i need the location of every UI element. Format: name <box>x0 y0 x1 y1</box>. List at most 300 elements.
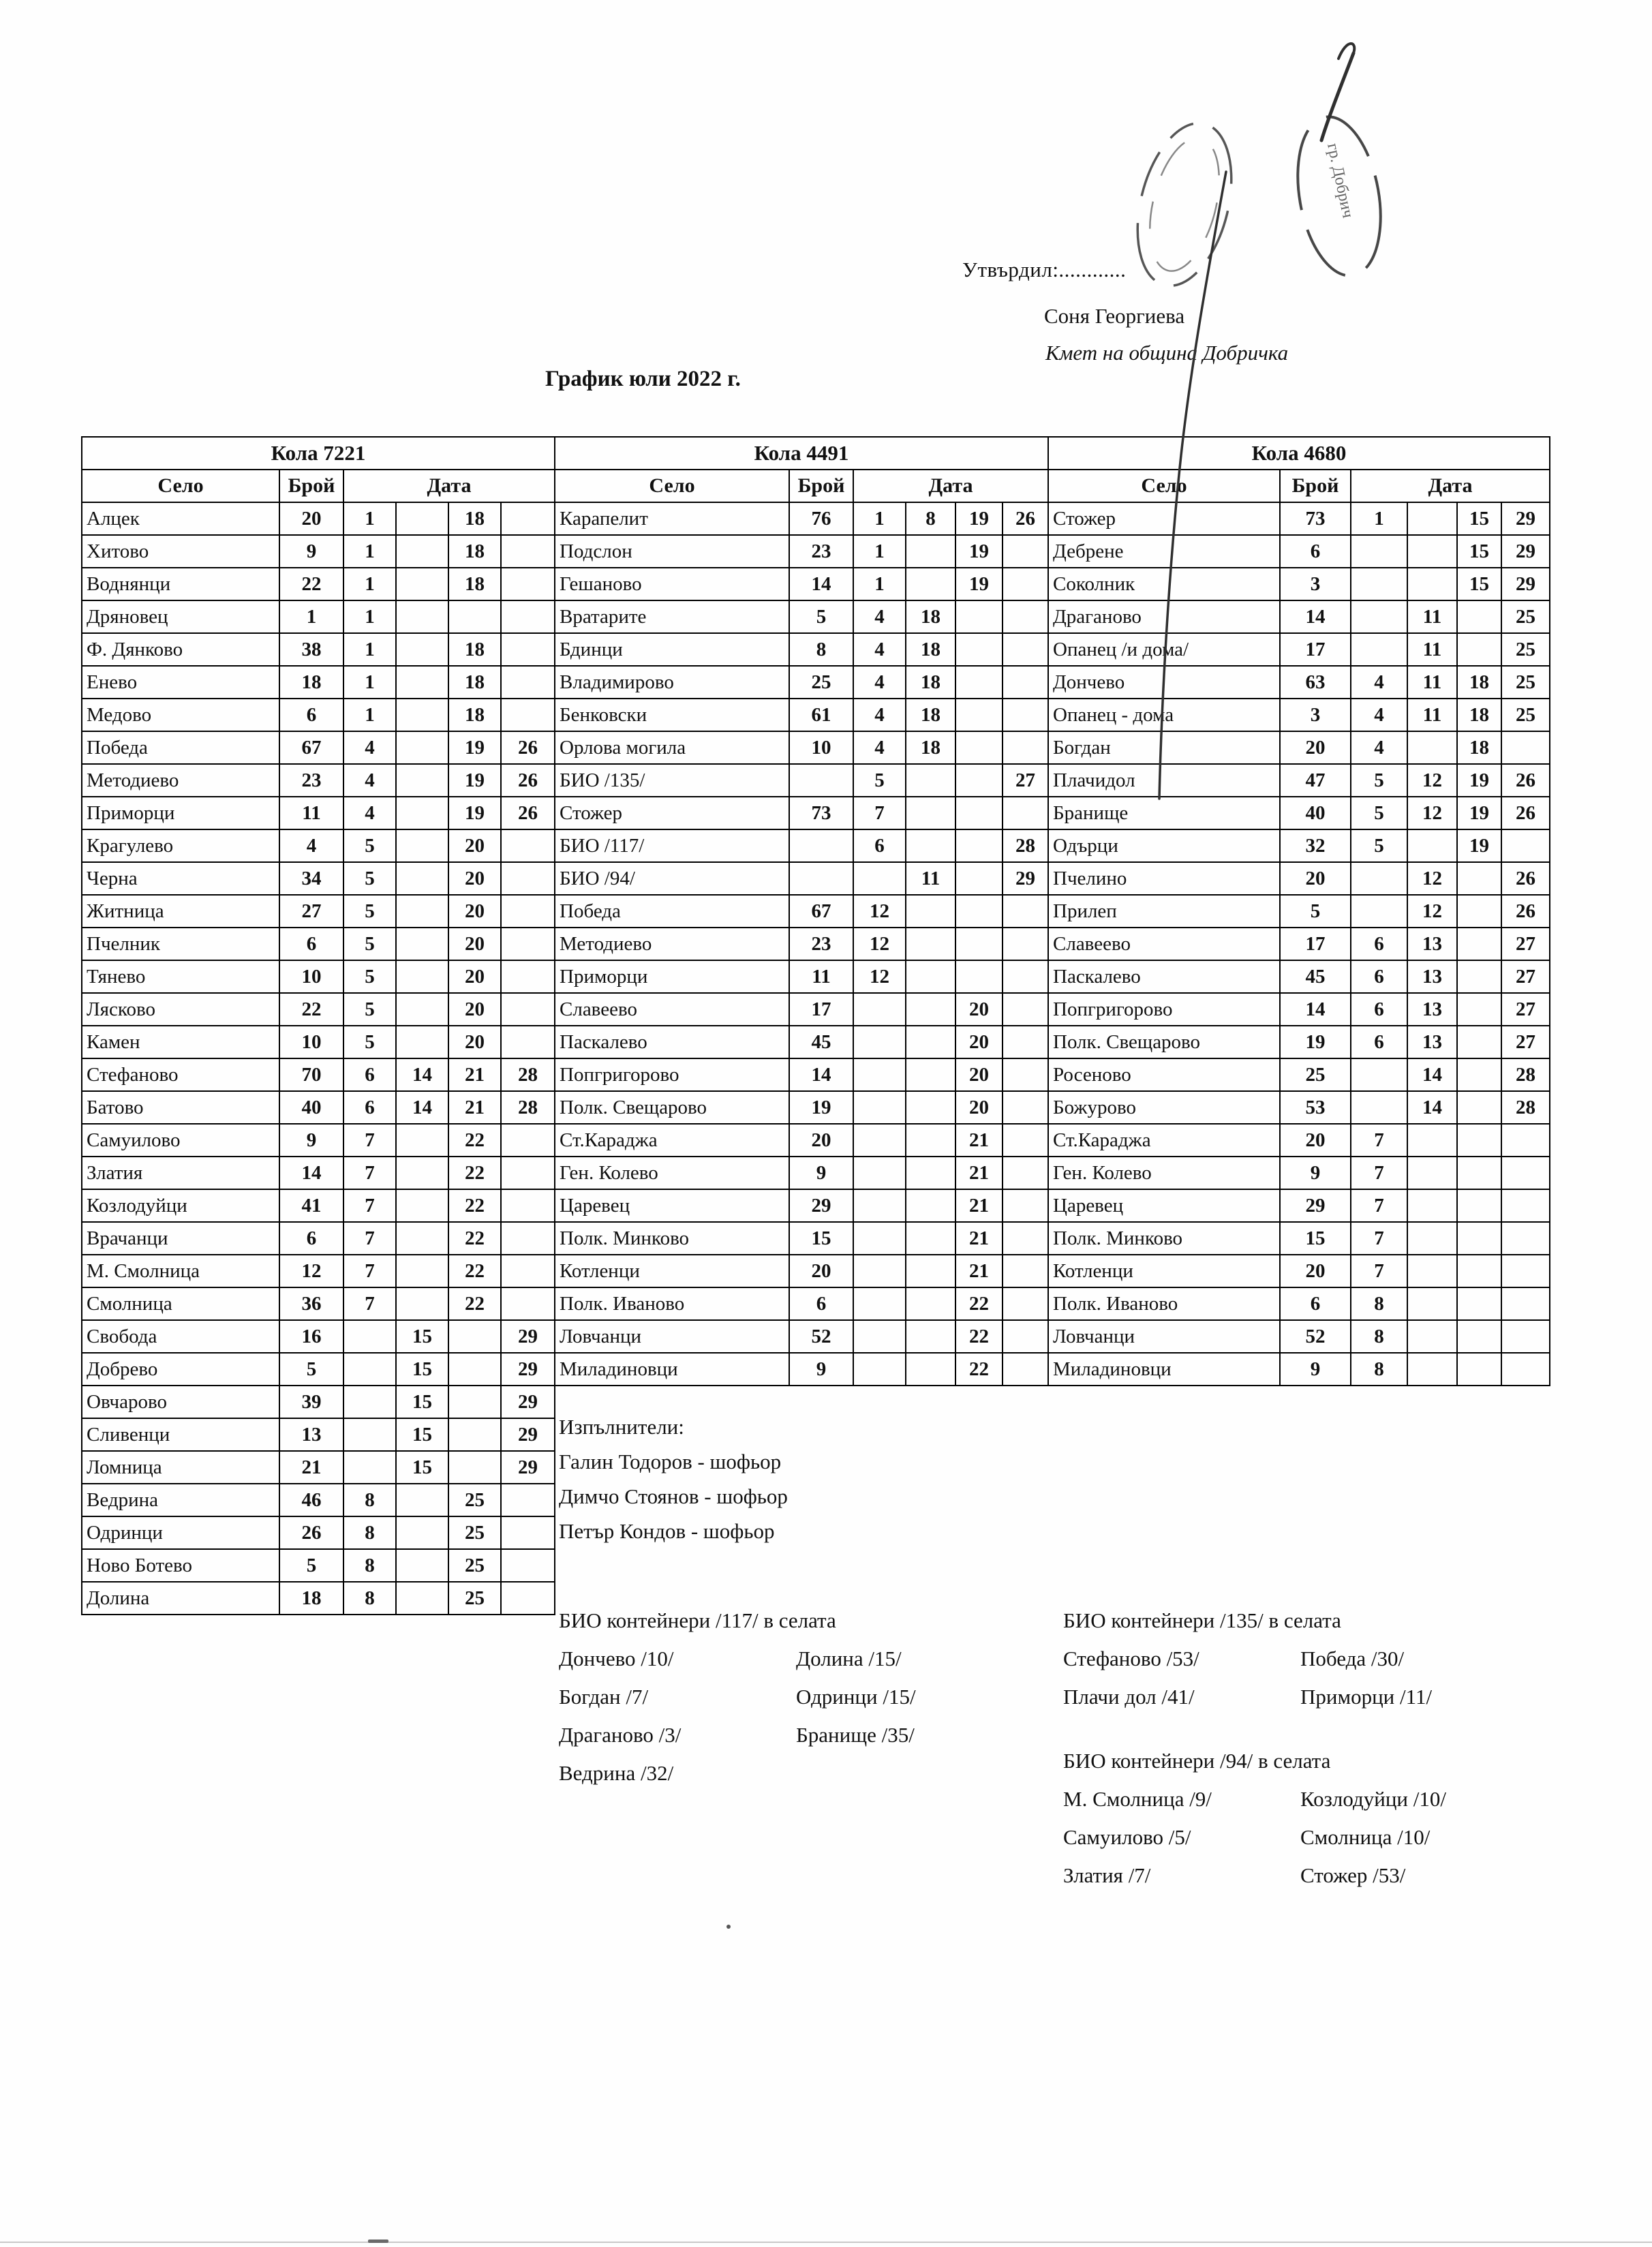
date-cell <box>1407 1287 1457 1320</box>
date-cell <box>1351 633 1407 666</box>
date-cell: 26 <box>1501 895 1550 928</box>
count-cell: 5 <box>1280 895 1351 928</box>
count-cell: 18 <box>279 1582 343 1615</box>
bio-village-item: Златия /7/ <box>1063 1863 1151 1887</box>
table-row <box>1048 1287 1550 1320</box>
date-cell: 20 <box>955 993 1003 1026</box>
date-cell: 27 <box>1003 764 1048 797</box>
count-cell: 10 <box>279 960 343 993</box>
date-cell: 12 <box>1407 862 1457 895</box>
date-cell: 8 <box>343 1582 396 1615</box>
count-cell: 18 <box>279 666 343 699</box>
date-cell <box>1003 895 1048 928</box>
date-cell: 6 <box>1351 1026 1407 1058</box>
date-cell <box>343 1451 396 1484</box>
date-cell: 5 <box>853 764 906 797</box>
date-cell: 4 <box>853 699 906 731</box>
date-cell: 13 <box>1407 960 1457 993</box>
date-cell <box>396 1189 448 1222</box>
date-cell: 22 <box>448 1189 501 1222</box>
table-row <box>555 993 1048 1026</box>
date-cell: 29 <box>501 1451 555 1484</box>
date-cell <box>501 1189 555 1222</box>
village-cell: Владимирово <box>555 666 789 699</box>
village-cell: Полк. Иваново <box>1048 1287 1280 1320</box>
count-cell: 67 <box>279 731 343 764</box>
date-cell: 28 <box>1003 829 1048 862</box>
date-cell <box>1003 797 1048 829</box>
bio-column <box>559 1640 796 1792</box>
village-cell: Методиево <box>82 764 279 797</box>
date-cell: 12 <box>1407 895 1457 928</box>
date-cell <box>853 1189 906 1222</box>
count-cell: 26 <box>279 1516 343 1549</box>
date-cell <box>501 633 555 666</box>
scan-artifact <box>368 2240 388 2243</box>
stamp-icon <box>1122 113 1246 296</box>
bio-village-item: Драганово /3/ <box>559 1723 682 1747</box>
date-cell: 18 <box>1457 699 1501 731</box>
date-cell <box>1003 699 1048 731</box>
date-cell <box>396 960 448 993</box>
car-header-row <box>555 437 1048 470</box>
date-cell: 20 <box>448 928 501 960</box>
executor-item: Галин Тодоров - шофьор <box>559 1450 782 1473</box>
count-cell: 9 <box>279 535 343 568</box>
count-cell: 23 <box>789 535 853 568</box>
date-cell <box>906 1026 955 1058</box>
village-cell: Прилеп <box>1048 895 1280 928</box>
bio-village-item: Смолница /10/ <box>1300 1825 1431 1849</box>
table-row <box>82 1058 555 1091</box>
date-cell <box>955 699 1003 731</box>
date-cell <box>853 1026 906 1058</box>
count-column-header: Брой <box>279 470 343 502</box>
date-cell: 18 <box>906 699 955 731</box>
date-cell <box>396 1255 448 1287</box>
village-cell: Добрево <box>82 1353 279 1386</box>
count-cell: 39 <box>279 1386 343 1418</box>
date-cell <box>906 1255 955 1287</box>
count-cell: 19 <box>789 1091 853 1124</box>
date-cell <box>1501 1320 1550 1353</box>
date-cell: 20 <box>448 895 501 928</box>
village-cell: Пчелино <box>1048 862 1280 895</box>
village-cell: Полк. Свещарово <box>555 1091 789 1124</box>
date-cell <box>501 1124 555 1157</box>
date-cell: 29 <box>1501 568 1550 600</box>
date-cell: 25 <box>1501 633 1550 666</box>
village-cell: Ново Ботево <box>82 1549 279 1582</box>
count-cell: 5 <box>279 1549 343 1582</box>
village-cell: Приморци <box>555 960 789 993</box>
date-cell: 18 <box>448 699 501 731</box>
table-row <box>555 1058 1048 1091</box>
count-cell: 9 <box>789 1157 853 1189</box>
date-cell <box>448 1353 501 1386</box>
date-cell <box>1003 1189 1048 1222</box>
count-cell: 53 <box>1280 1091 1351 1124</box>
car-table-7221 <box>81 436 555 1615</box>
table-row <box>555 1287 1048 1320</box>
date-cell <box>1407 1189 1457 1222</box>
date-cell <box>396 1287 448 1320</box>
village-cell: Стожер <box>1048 502 1280 535</box>
date-cell <box>396 731 448 764</box>
date-cell <box>906 1091 955 1124</box>
date-cell: 5 <box>343 895 396 928</box>
count-cell: 9 <box>279 1124 343 1157</box>
date-cell: 15 <box>1457 535 1501 568</box>
count-cell: 63 <box>1280 666 1351 699</box>
date-cell: 19 <box>1457 829 1501 862</box>
date-cell: 20 <box>448 829 501 862</box>
bio-block-135 <box>1063 1602 1432 1716</box>
date-cell: 14 <box>1407 1058 1457 1091</box>
count-cell: 1 <box>279 600 343 633</box>
table-row <box>82 1026 555 1058</box>
table-row <box>555 1091 1048 1124</box>
date-cell <box>396 1157 448 1189</box>
bio-village-item: Дончево /10/ <box>559 1647 674 1670</box>
count-cell: 17 <box>1280 928 1351 960</box>
date-cell <box>906 1320 955 1353</box>
table-row <box>82 993 555 1026</box>
date-cell: 11 <box>906 862 955 895</box>
date-cell <box>396 764 448 797</box>
table-row <box>555 1157 1048 1189</box>
table-row <box>1048 1222 1550 1255</box>
date-cell: 8 <box>1351 1353 1407 1386</box>
village-cell: Дряновец <box>82 600 279 633</box>
date-cell <box>1407 1157 1457 1189</box>
date-cell: 7 <box>343 1189 396 1222</box>
table-row <box>82 1320 555 1353</box>
date-cell: 28 <box>1501 1058 1550 1091</box>
date-cell <box>1407 1353 1457 1386</box>
date-cell: 14 <box>396 1091 448 1124</box>
table-row <box>555 1189 1048 1222</box>
table-row <box>555 535 1048 568</box>
date-cell: 15 <box>396 1320 448 1353</box>
count-cell: 40 <box>279 1091 343 1124</box>
date-cell: 21 <box>448 1058 501 1091</box>
date-cell <box>501 993 555 1026</box>
date-cell: 1 <box>343 699 396 731</box>
village-cell: Бранище <box>1048 797 1280 829</box>
date-cell: 29 <box>501 1386 555 1418</box>
village-cell: Пчелник <box>82 928 279 960</box>
village-cell: Лясково <box>82 993 279 1026</box>
date-cell: 21 <box>955 1222 1003 1255</box>
date-cell: 15 <box>1457 568 1501 600</box>
date-cell: 1 <box>343 600 396 633</box>
date-cell <box>1003 1124 1048 1157</box>
date-cell: 26 <box>501 764 555 797</box>
date-cell <box>1407 535 1457 568</box>
village-cell: Алцек <box>82 502 279 535</box>
village-cell: Бдинци <box>555 633 789 666</box>
date-cell <box>501 1157 555 1189</box>
count-cell: 20 <box>1280 1255 1351 1287</box>
village-cell: Попгригорово <box>555 1058 789 1091</box>
table-row <box>1048 633 1550 666</box>
table-row <box>1048 666 1550 699</box>
count-cell: 36 <box>279 1287 343 1320</box>
date-cell: 26 <box>1501 764 1550 797</box>
bio-village-item: Бранище /35/ <box>796 1723 915 1747</box>
village-cell: Стефаново <box>82 1058 279 1091</box>
date-cell <box>448 1418 501 1451</box>
date-cell: 22 <box>448 1222 501 1255</box>
date-cell <box>1457 1353 1501 1386</box>
date-cell <box>396 1484 448 1516</box>
date-cell: 27 <box>1501 993 1550 1026</box>
village-cell: Славеево <box>555 993 789 1026</box>
village-cell: Царевец <box>1048 1189 1280 1222</box>
date-cell <box>501 895 555 928</box>
date-cell <box>1003 1091 1048 1124</box>
date-cell <box>1003 1222 1048 1255</box>
date-cell: 20 <box>448 862 501 895</box>
count-cell: 11 <box>279 797 343 829</box>
date-cell: 4 <box>1351 731 1407 764</box>
count-cell: 14 <box>789 1058 853 1091</box>
village-cell: Стожер <box>555 797 789 829</box>
date-cell <box>906 797 955 829</box>
date-cell: 6 <box>343 1058 396 1091</box>
village-cell: Победа <box>82 731 279 764</box>
village-cell: Одринци <box>82 1516 279 1549</box>
village-cell: Гешаново <box>555 568 789 600</box>
date-cell <box>396 928 448 960</box>
count-cell: 70 <box>279 1058 343 1091</box>
date-cell: 21 <box>955 1124 1003 1157</box>
date-cell <box>1351 862 1407 895</box>
village-cell: Богдан <box>1048 731 1280 764</box>
date-cell <box>396 633 448 666</box>
table-row <box>555 764 1048 797</box>
date-cell <box>501 928 555 960</box>
date-cell: 21 <box>448 1091 501 1124</box>
table-row <box>555 895 1048 928</box>
village-cell: Тянево <box>82 960 279 993</box>
date-cell: 20 <box>448 993 501 1026</box>
table-row <box>82 731 555 764</box>
date-cell <box>1003 993 1048 1026</box>
date-cell: 1 <box>853 502 906 535</box>
date-cell: 22 <box>448 1157 501 1189</box>
date-cell <box>1501 829 1550 862</box>
date-cell <box>448 1451 501 1484</box>
date-cell <box>1003 1287 1048 1320</box>
date-cell: 7 <box>853 797 906 829</box>
date-cell: 20 <box>955 1058 1003 1091</box>
date-cell <box>1407 1222 1457 1255</box>
village-cell: Ловчанци <box>1048 1320 1280 1353</box>
date-cell <box>906 1058 955 1091</box>
count-cell: 20 <box>1280 731 1351 764</box>
date-cell <box>955 633 1003 666</box>
village-cell: Попгригорово <box>1048 993 1280 1026</box>
count-cell: 6 <box>1280 535 1351 568</box>
count-column-header: Брой <box>1280 470 1351 502</box>
village-cell: Дебрене <box>1048 535 1280 568</box>
date-cell: 29 <box>501 1353 555 1386</box>
date-cell: 7 <box>343 1124 396 1157</box>
date-cell <box>396 699 448 731</box>
date-cell: 12 <box>853 960 906 993</box>
date-cell <box>955 666 1003 699</box>
table-row <box>555 960 1048 993</box>
date-cell: 29 <box>1501 502 1550 535</box>
date-cell: 6 <box>1351 993 1407 1026</box>
date-cell: 27 <box>1501 960 1550 993</box>
count-cell: 20 <box>789 1255 853 1287</box>
village-cell: Росеново <box>1048 1058 1280 1091</box>
table-row <box>555 1026 1048 1058</box>
table-row <box>82 568 555 600</box>
date-cell: 4 <box>853 666 906 699</box>
date-cell: 1 <box>343 633 396 666</box>
date-cell <box>501 1516 555 1549</box>
count-cell: 25 <box>1280 1058 1351 1091</box>
village-cell: Хитово <box>82 535 279 568</box>
village-cell: Славеево <box>1048 928 1280 960</box>
date-cell: 5 <box>1351 764 1407 797</box>
date-cell: 5 <box>343 862 396 895</box>
scan-artifact-dot <box>726 1925 731 1929</box>
village-cell: БИО /117/ <box>555 829 789 862</box>
date-cell <box>396 1516 448 1549</box>
table-row <box>82 1287 555 1320</box>
date-cell: 6 <box>853 829 906 862</box>
table-row <box>1048 1157 1550 1189</box>
date-cell <box>955 829 1003 862</box>
date-cell: 4 <box>343 797 396 829</box>
table-row <box>82 666 555 699</box>
date-cell <box>1351 535 1407 568</box>
table-row <box>82 1582 555 1615</box>
village-cell: Крагулево <box>82 829 279 862</box>
village-cell: Ген. Колево <box>1048 1157 1280 1189</box>
table-row <box>82 535 555 568</box>
count-cell: 21 <box>279 1451 343 1484</box>
date-cell <box>343 1386 396 1418</box>
date-cell: 22 <box>955 1320 1003 1353</box>
village-cell: Житница <box>82 895 279 928</box>
table-row <box>555 600 1048 633</box>
table-row <box>1048 1320 1550 1353</box>
date-cell <box>1501 1124 1550 1157</box>
village-cell: Долина <box>82 1582 279 1615</box>
date-cell: 19 <box>1457 797 1501 829</box>
village-cell: Полк. Свещарово <box>1048 1026 1280 1058</box>
date-cell <box>1003 1255 1048 1287</box>
date-cell <box>396 797 448 829</box>
date-cell <box>1457 895 1501 928</box>
date-cell: 28 <box>501 1091 555 1124</box>
date-cell <box>1407 731 1457 764</box>
date-cell <box>853 1058 906 1091</box>
count-cell: 6 <box>279 928 343 960</box>
table-row <box>555 502 1048 535</box>
count-cell: 27 <box>279 895 343 928</box>
count-cell: 61 <box>789 699 853 731</box>
date-cell: 1 <box>343 502 396 535</box>
date-cell <box>396 1549 448 1582</box>
village-cell: Победа <box>555 895 789 928</box>
date-cell: 18 <box>448 535 501 568</box>
date-cell <box>1003 960 1048 993</box>
count-cell: 41 <box>279 1189 343 1222</box>
village-cell: Ген. Колево <box>555 1157 789 1189</box>
bio-village-item: Стефаново /53/ <box>1063 1647 1199 1670</box>
date-cell <box>853 1353 906 1386</box>
date-cell <box>501 502 555 535</box>
page-title: График юли 2022 г. <box>545 367 741 391</box>
date-cell <box>853 1091 906 1124</box>
count-cell: 9 <box>789 1353 853 1386</box>
date-cell <box>1501 1157 1550 1189</box>
date-cell <box>1501 731 1550 764</box>
date-cell <box>501 666 555 699</box>
date-cell <box>1003 633 1048 666</box>
count-cell <box>789 764 853 797</box>
stamp-text: гр. Добрич <box>1324 141 1357 220</box>
date-cell: 7 <box>343 1255 396 1287</box>
date-cell: 1 <box>853 535 906 568</box>
table-row <box>82 797 555 829</box>
count-cell: 73 <box>1280 502 1351 535</box>
count-cell: 47 <box>1280 764 1351 797</box>
date-cell <box>396 862 448 895</box>
date-cell <box>501 1484 555 1516</box>
table-row <box>82 1418 555 1451</box>
date-cell <box>343 1353 396 1386</box>
date-cell <box>1457 993 1501 1026</box>
date-cell <box>853 1255 906 1287</box>
village-cell: Божурово <box>1048 1091 1280 1124</box>
date-cell: 5 <box>343 993 396 1026</box>
count-cell: 3 <box>1280 568 1351 600</box>
date-cell <box>1457 1058 1501 1091</box>
count-cell: 15 <box>1280 1222 1351 1255</box>
date-cell: 8 <box>906 502 955 535</box>
date-cell: 29 <box>1501 535 1550 568</box>
village-cell: Миладиновци <box>555 1353 789 1386</box>
village-column-header: Село <box>82 470 279 502</box>
count-cell: 8 <box>789 633 853 666</box>
date-cell <box>1003 1353 1048 1386</box>
village-cell: Вратарите <box>555 600 789 633</box>
date-cell: 1 <box>343 535 396 568</box>
table-row <box>82 960 555 993</box>
date-cell: 5 <box>343 829 396 862</box>
date-cell: 25 <box>448 1516 501 1549</box>
village-cell: Бенковски <box>555 699 789 731</box>
table-row <box>1048 600 1550 633</box>
count-cell: 67 <box>789 895 853 928</box>
date-cell: 26 <box>501 797 555 829</box>
bio-village-item: Богдан /7/ <box>559 1685 649 1709</box>
table-row <box>1048 535 1550 568</box>
count-cell: 4 <box>279 829 343 862</box>
bio-village-item: Одринци /15/ <box>796 1685 916 1709</box>
table-row <box>1048 895 1550 928</box>
count-cell: 73 <box>789 797 853 829</box>
table-row <box>555 699 1048 731</box>
